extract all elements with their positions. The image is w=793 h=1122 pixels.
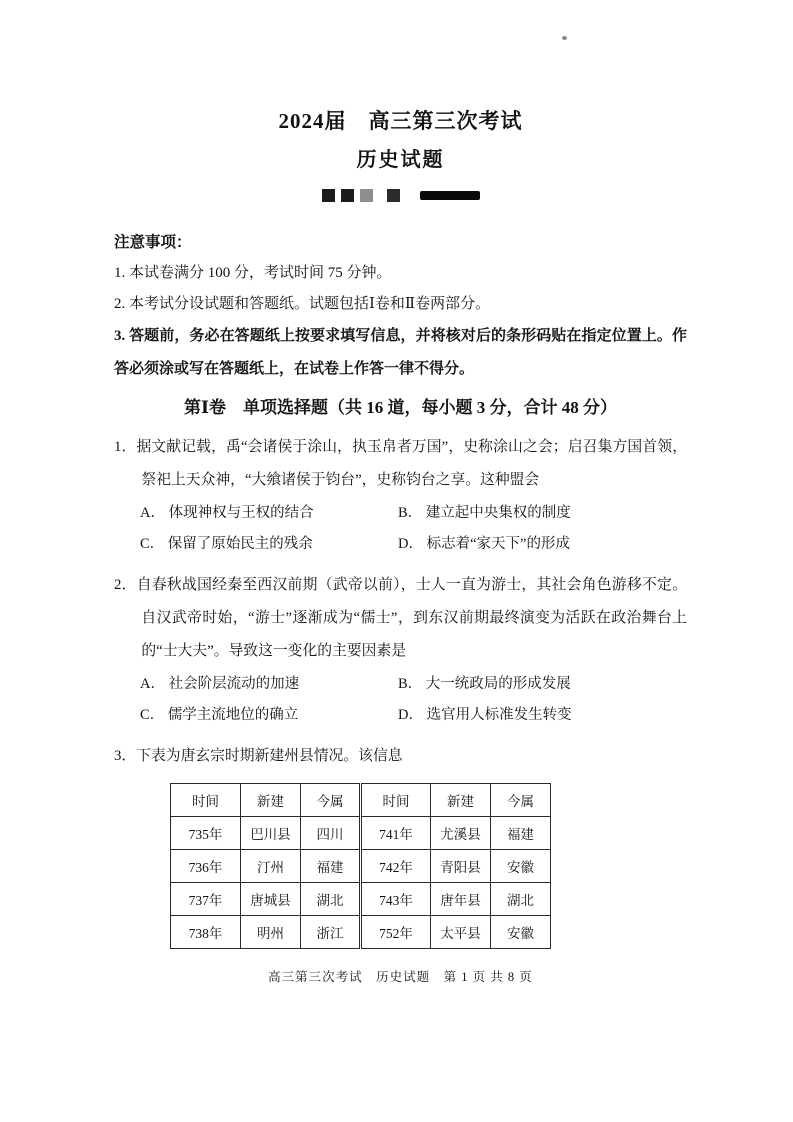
table-row [171,850,551,883]
question-2-options [114,670,687,730]
table-row [171,883,551,916]
notice-header: 注意事项： [114,234,192,251]
question-2-option-b: B． 大一统政局的形成发展 [398,676,571,692]
table-header-cell: 新建 [241,784,301,817]
table-cell: 735年 [171,817,241,850]
table-row [171,916,551,949]
table-cell: 福建 [491,817,551,850]
table-cell: 唐年县 [431,883,491,916]
table-cell: 741年 [361,817,431,850]
table-cell: 736年 [171,850,241,883]
table-cell: 738年 [171,916,241,949]
table-header-row [171,784,551,817]
table-header-cell: 今属 [301,784,361,817]
question-1-options [114,499,687,559]
notice-item-3: 3. 答题前，务必在答题纸上按要求填写信息，并将核对后的条形码贴在指定位置上。作答必须涂或写在答题纸上，在试卷上作答一律不得分。 [114,328,687,377]
table-cell: 浙江 [301,916,361,949]
table-header-cell: 新建 [431,784,491,817]
question-2-option-a: A． 社会阶层流动的加速 [140,676,300,692]
page-footer: 高三第三次考试 历史试题 第 1 页 共 8 页 [268,970,533,984]
scan-artifact-dot [562,36,567,40]
table-cell: 青阳县 [431,850,491,883]
table-row [171,817,551,850]
table-cell: 福建 [301,850,361,883]
table-cell: 湖北 [301,883,361,916]
table-header-cell: 今属 [491,784,551,817]
question-3 [114,740,687,949]
redaction-bar [420,191,480,200]
table-cell: 太平县 [431,916,491,949]
exam-title: 2024届 高三第三次考试 [278,109,523,133]
table-header-cell: 时间 [171,784,241,817]
question-1-option-d: D． 标志着“家天下”的形成 [398,536,570,552]
table-cell: 安徽 [491,850,551,883]
question-2-option-c: C． 儒学主流地位的确立 [140,707,299,723]
question-1-option-a: A． 体现神权与王权的结合 [140,505,314,521]
question-2-option-d: D． 选官用人标准发生转变 [398,707,572,723]
redaction-block [322,189,335,202]
notice-item-1: 1. 本试卷满分 100 分，考试时间 75 分钟。 [114,265,392,281]
table-cell: 明州 [241,916,301,949]
table-cell: 汀州 [241,850,301,883]
question-1-option-c: C． 保留了原始民主的残余 [140,536,313,552]
page-content [0,106,793,987]
redaction-block [341,189,354,202]
question-1-option-b: B． 建立起中央集权的制度 [398,505,571,521]
exam-subject: 历史试题 [356,149,445,171]
table-cell: 四川 [301,817,361,850]
question-3-table [170,783,551,949]
table-header-cell: 时间 [361,784,431,817]
question-2 [114,569,687,730]
redaction-block [360,189,373,202]
section-title: 第Ⅰ卷 单项选择题（共 16 道，每小题 3 分，合计 48 分） [184,398,617,417]
redacted-school-name [114,188,687,202]
question-3-stem: 3．下表为唐玄宗时期新建州县情况。该信息 [114,748,403,764]
question-1-stem: 1．据文献记载，禹“会诸侯于涂山，执玉帛者万国”，史称涂山之会；启召集方国首领，祭祀上天众神，“大飨诸侯于钧台”，史称钧台之享。这种盟会 [114,439,687,488]
question-2-stem: 2．自春秋战国经秦至西汉前期（武帝以前），士人一直为游士，其社会角色游移不定。自汉武帝时始，“游士”逐渐成为“儒士”，到东汉前期最终演变为活跃在政治舞台上的“士大夫”。导致这一变化的主要因素是 [114,577,687,659]
table-cell: 湖北 [491,883,551,916]
table-cell: 唐城县 [241,883,301,916]
table-cell: 743年 [361,883,431,916]
table-cell: 安徽 [491,916,551,949]
notice-item-2: 2. 本考试分设试题和答题纸。试题包括Ⅰ卷和Ⅱ卷两部分。 [114,296,491,312]
table-cell: 尤溪县 [431,817,491,850]
table-cell: 742年 [361,850,431,883]
redaction-block [387,189,400,202]
table-cell: 巴川县 [241,817,301,850]
table-cell: 737年 [171,883,241,916]
table-cell: 752年 [361,916,431,949]
question-1 [114,431,687,559]
